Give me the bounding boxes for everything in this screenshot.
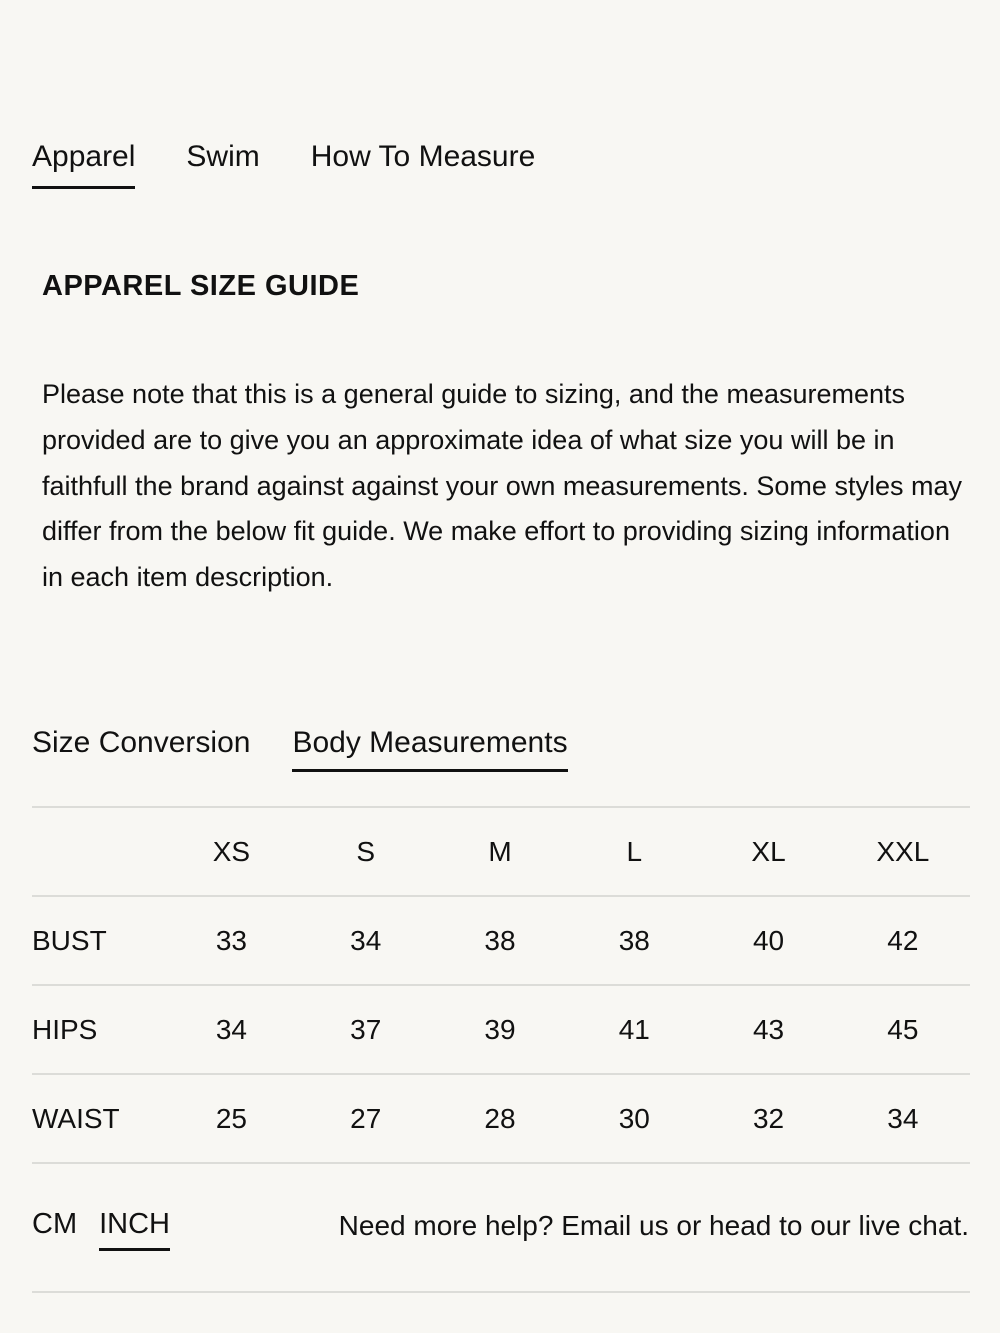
table-cell: 40 bbox=[701, 896, 835, 985]
column-header: XXL bbox=[836, 807, 970, 896]
table-cell: 25 bbox=[164, 1074, 298, 1163]
table-cell: 27 bbox=[299, 1074, 433, 1163]
table-cell: 32 bbox=[701, 1074, 835, 1163]
guide-description: Please note that this is a general guide to sizing, and the measurements provided are to give you an approximate idea of what size you will be in faithfull the brand against against your own measurements. Some styles may differ from the below fit guide. We make effort to providing sizing information in each item description. bbox=[42, 379, 962, 593]
measurement-tabs bbox=[32, 724, 568, 772]
column-header: S bbox=[299, 807, 433, 896]
help-text[interactable]: Need more help? Email us or head to our live chat. bbox=[338, 1210, 969, 1241]
table-cell: 42 bbox=[836, 896, 970, 985]
tab-how-to-measure[interactable]: How To Measure bbox=[310, 140, 536, 173]
size-table bbox=[32, 806, 970, 1164]
unit-cm-button[interactable]: CM bbox=[32, 1208, 78, 1240]
table-cell: 28 bbox=[433, 1074, 567, 1163]
table-row bbox=[32, 896, 970, 985]
tab-swim[interactable]: Swim bbox=[186, 140, 260, 173]
page-title: APPAREL SIZE GUIDE bbox=[42, 270, 360, 302]
table-cell: 45 bbox=[836, 985, 970, 1074]
table-cell: 43 bbox=[701, 985, 835, 1074]
table-cell: 34 bbox=[299, 896, 433, 985]
row-label: WAIST bbox=[32, 1074, 164, 1163]
table-cell: 34 bbox=[164, 985, 298, 1074]
tab-apparel[interactable]: Apparel bbox=[32, 138, 135, 189]
category-tabs bbox=[32, 138, 535, 189]
table-row bbox=[32, 985, 970, 1074]
row-label: HIPS bbox=[32, 985, 164, 1074]
table-cell: 38 bbox=[567, 896, 701, 985]
table-cell: 33 bbox=[164, 896, 298, 985]
unit-toggle bbox=[32, 1206, 170, 1251]
column-header: M bbox=[433, 807, 567, 896]
column-header: XL bbox=[701, 807, 835, 896]
column-header: L bbox=[567, 807, 701, 896]
table-cell: 39 bbox=[433, 985, 567, 1074]
divider bbox=[32, 1291, 970, 1293]
row-label: BUST bbox=[32, 896, 164, 985]
unit-inch-button[interactable]: INCH bbox=[99, 1206, 170, 1251]
tab-size-conversion[interactable]: Size Conversion bbox=[32, 726, 251, 759]
table-corner-cell bbox=[32, 807, 164, 896]
table-cell: 41 bbox=[567, 985, 701, 1074]
column-header: XS bbox=[164, 807, 298, 896]
tab-body-measurements[interactable]: Body Measurements bbox=[292, 724, 567, 772]
table-cell: 37 bbox=[299, 985, 433, 1074]
table-header-row bbox=[32, 807, 970, 896]
table-cell: 38 bbox=[433, 896, 567, 985]
table-row bbox=[32, 1074, 970, 1163]
table-cell: 30 bbox=[567, 1074, 701, 1163]
table-cell: 34 bbox=[836, 1074, 970, 1163]
